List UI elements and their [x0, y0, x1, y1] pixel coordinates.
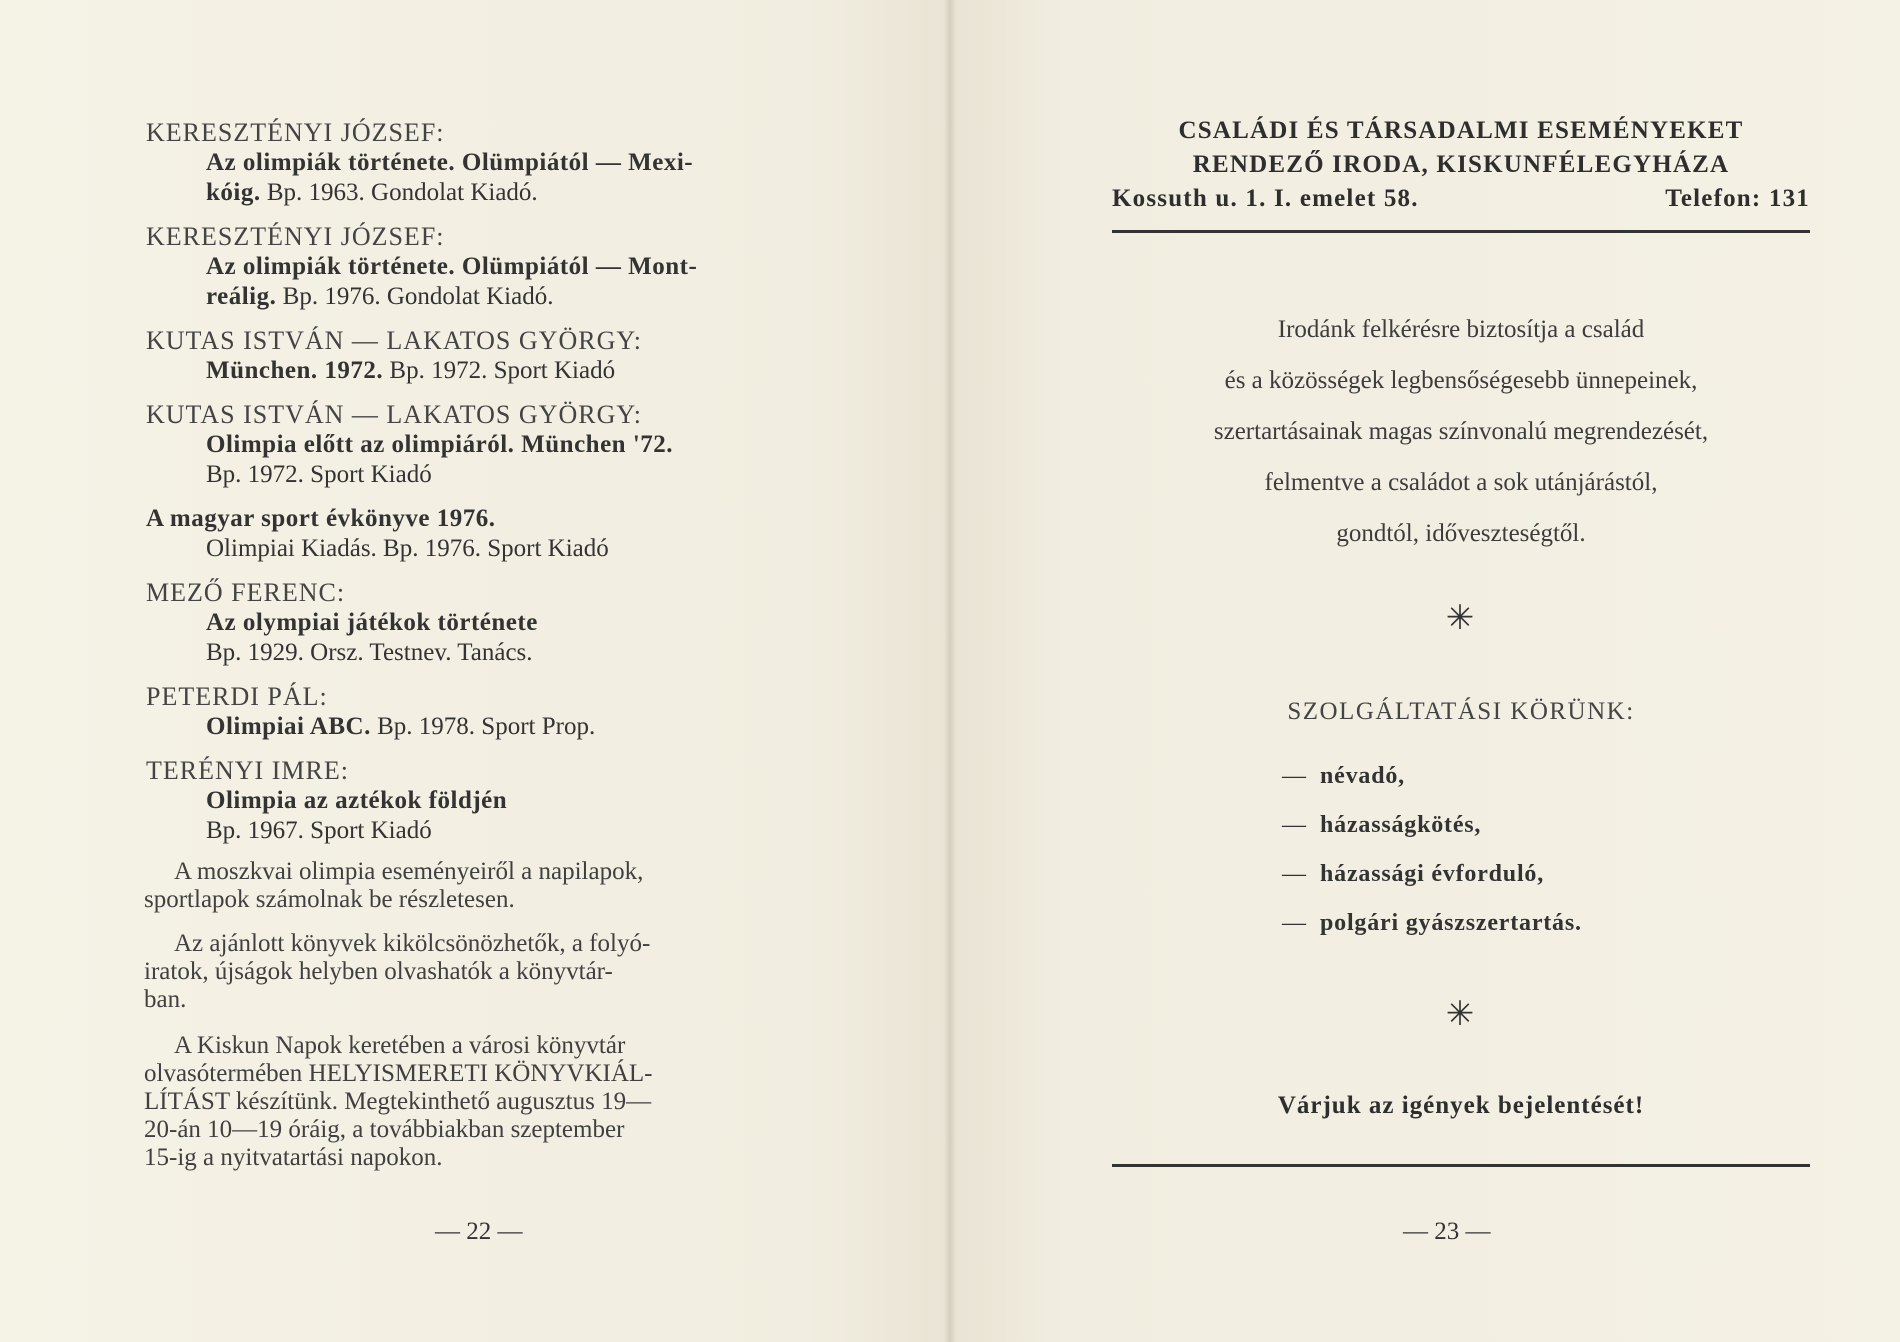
entry-author: MEZŐ FERENC: — [146, 578, 346, 607]
paragraph-line: 15-ig a nyitvatartási napokon. — [144, 1144, 443, 1171]
bibliography-entry — [146, 222, 846, 312]
office-header — [1112, 114, 1810, 216]
header-rule — [1112, 230, 1810, 233]
paragraph-line: olvasótermében HELYISMERETI KÖNYVKIÁL- — [144, 1060, 653, 1087]
intro-line: Irodánk felkérésre biztosítja a család — [1277, 316, 1645, 343]
entry-title: München. 1972. — [206, 357, 384, 384]
entry-author: KUTAS ISTVÁN — LAKATOS GYÖRGY: — [146, 326, 642, 355]
bibliography-entry — [146, 326, 846, 386]
paragraph-line: LÍTÁST készítünk. Megtekinthető augusztus 19— — [144, 1088, 652, 1115]
service-label: házassági évforduló, — [1320, 861, 1545, 887]
entry-publisher: Bp. 1972. Sport Kiadó — [206, 461, 432, 488]
intro-line: és a közösségek legbensőségesebb ünnepeinek, — [1224, 367, 1698, 394]
entry-title: Az olimpiák története. Olümpiától — Mexi- — [206, 149, 694, 176]
paragraph-line: 20-án 10—19 óráig, a továbbiakban szeptember — [144, 1116, 625, 1143]
paragraph-moscow — [144, 858, 844, 914]
bibliography-entry — [146, 118, 846, 208]
entry-title: Az olympiai játékok története — [206, 609, 538, 636]
entry-work — [206, 356, 846, 386]
entry-work — [206, 430, 846, 490]
paragraph-line: A Kiskun Napok keretében a városi könyvtár — [174, 1032, 626, 1059]
service-dash: — — [1282, 763, 1306, 789]
footer-rule — [1112, 1164, 1810, 1167]
entry-title: Olimpia előtt az olimpiáról. München '72. — [206, 431, 674, 458]
page-number-left: — 22 — — [435, 1218, 523, 1245]
service-dash: — — [1282, 910, 1306, 936]
entry-title-cont: kóig. — [206, 179, 261, 206]
bibliography-entry — [146, 504, 846, 564]
entry-publisher: Bp. 1967. Sport Kiadó — [206, 817, 432, 844]
header-line: RENDEZŐ IRODA, KISKUNFÉLEGYHÁZA — [1192, 151, 1730, 178]
entry-author: KERESZTÉNYI JÓZSEF: — [146, 222, 445, 251]
entry-work — [206, 148, 846, 208]
entry-work — [206, 712, 846, 742]
header-phone: Telefon: 131 — [1665, 185, 1810, 212]
entry-title: Olimpia az aztékok földjén — [206, 787, 508, 814]
service-label: polgári gyászszertartás. — [1320, 910, 1582, 936]
services-title: SZOLGÁLTATÁSI KÖRÜNK: — [1287, 698, 1635, 725]
service-label: névadó, — [1320, 763, 1405, 789]
entry-title: Az olimpiák története. Olümpiától — Mont- — [206, 253, 698, 280]
service-item — [1282, 850, 1782, 899]
intro-text — [1112, 304, 1810, 559]
paragraph-exhibition — [144, 1032, 844, 1172]
entry-author: PETERDI PÁL: — [146, 682, 328, 711]
header-line: CSALÁDI ÉS TÁRSADALMI ESEMÉNYEKET — [1178, 117, 1744, 144]
entry-publisher: Bp. 1972. Sport Kiadó — [383, 357, 616, 384]
paragraph-line: A moszkvai olimpia eseményeiről a napilapok, — [174, 858, 644, 885]
service-item — [1282, 899, 1782, 948]
paragraph-line: sportlapok számolnak be részletesen. — [144, 886, 515, 913]
paragraph-line: ban. — [144, 986, 187, 1013]
entry-publisher: Bp. 1976. Gondolat Kiadó. — [276, 283, 554, 310]
bibliography-entry — [146, 400, 846, 490]
service-dash: — — [1282, 861, 1306, 887]
bibliography-entry — [146, 756, 846, 846]
entry-work — [206, 534, 846, 564]
entry-work — [206, 786, 846, 846]
entry-title: Olimpiai ABC. — [206, 713, 371, 740]
intro-line: szertartásainak magas színvonalú megrendezését, — [1213, 418, 1709, 445]
entry-publisher: Bp. 1978. Sport Prop. — [370, 713, 596, 740]
entry-publisher: Olimpiai Kiadás. Bp. 1976. Sport Kiadó — [206, 535, 609, 562]
entry-author: KUTAS ISTVÁN — LAKATOS GYÖRGY: — [146, 400, 642, 429]
entry-title: A magyar sport évkönyve 1976. — [146, 505, 496, 532]
paragraph-line: iratok, újságok helyben olvashatók a könyvtár- — [144, 958, 613, 985]
entry-title-cont: reálig. — [206, 283, 277, 310]
paragraph-line: Az ajánlott könyvek kikölcsönözhetők, a folyó- — [174, 930, 651, 957]
service-label: házasságkötés, — [1320, 812, 1482, 838]
page-number-right: — 23 — — [1403, 1218, 1491, 1245]
entry-work — [206, 252, 846, 312]
book-gutter — [944, 0, 956, 1342]
entry-work — [206, 608, 846, 668]
entry-author: TERÉNYI IMRE: — [146, 756, 349, 785]
bibliography-entry — [146, 578, 846, 668]
asterisk-divider: ✳ — [1445, 600, 1475, 637]
intro-line: gondtól, időveszteségtől. — [1336, 520, 1586, 547]
bibliography-list — [146, 118, 846, 860]
header-address: Kossuth u. 1. I. emelet 58. — [1112, 185, 1419, 212]
entry-author: KERESZTÉNYI JÓZSEF: — [146, 118, 445, 147]
service-dash: — — [1282, 812, 1306, 838]
asterisk-divider: ✳ — [1445, 996, 1475, 1033]
services-list — [1282, 752, 1782, 948]
closing-line: Várjuk az igények bejelentését! — [1277, 1092, 1645, 1119]
entry-publisher: Bp. 1963. Gondolat Kiadó. — [260, 179, 538, 206]
header-contact-row — [1112, 182, 1810, 216]
paragraph-library — [144, 930, 844, 1014]
service-item — [1282, 752, 1782, 801]
intro-line: felmentve a családot a sok utánjárástól, — [1264, 469, 1658, 496]
bibliography-entry — [146, 682, 846, 742]
service-item — [1282, 801, 1782, 850]
entry-publisher: Bp. 1929. Orsz. Testnev. Tanács. — [206, 639, 533, 666]
